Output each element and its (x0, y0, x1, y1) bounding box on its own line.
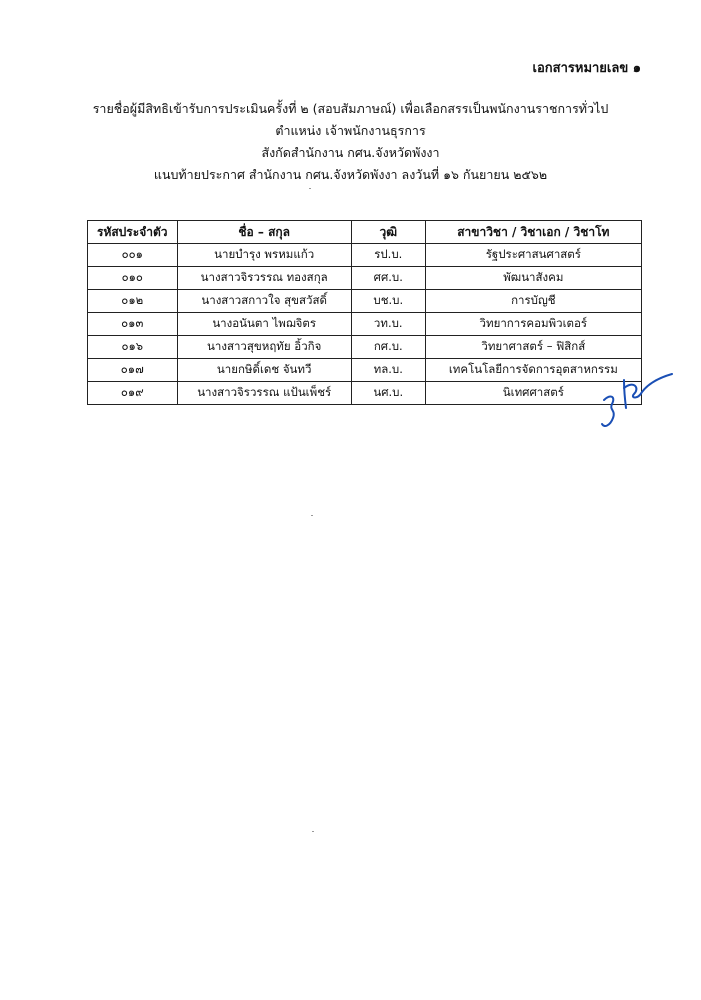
cell-name: นางสาวสุขหฤทัย อิ้วกิจ (177, 336, 351, 359)
cell-id: ๐๑๙ (88, 382, 178, 405)
applicants-table (87, 220, 642, 405)
cell-name: นางสาวจิรวรรณ แป้นเพ็ชร์ (177, 382, 351, 405)
cell-id: ๐๑๖ (88, 336, 178, 359)
cell-major: นิเทศศาสตร์ (425, 382, 641, 405)
header-degree: วุฒิ (351, 221, 425, 244)
cell-major: วิทยาการคอมพิวเตอร์ (425, 313, 641, 336)
header-id: รหัสประจำตัว (88, 221, 178, 244)
scan-speck (309, 188, 311, 189)
heading-line-3: สังกัดสำนักงาน กศน.จังหวัดพังงา (261, 145, 440, 160)
cell-id: ๐๑๗ (88, 359, 178, 382)
heading-line-2: ตำแหน่ง เจ้าพนักงานธุรการ (275, 123, 426, 138)
table-row (88, 290, 642, 313)
cell-id: ๐๑๐ (88, 267, 178, 290)
scan-speck (311, 515, 313, 516)
table-row (88, 313, 642, 336)
heading-line-1: รายชื่อผู้มีสิทธิเข้ารับการประเมินครั้งที่ ๒ (สอบสัมภาษณ์) เพื่อเลือกสรรเป็นพนักงานราชการทั่วไป (92, 101, 609, 116)
table-row (88, 336, 642, 359)
cell-name: นางอนันตา ไพฌจิตร (177, 313, 351, 336)
document-number: เอกสารหมายเลข ๑ (532, 61, 641, 76)
cell-name: นายบำรุง พรหมแก้ว (177, 244, 351, 267)
table-header-row (88, 221, 642, 244)
cell-degree: นศ.บ. (351, 382, 425, 405)
table-row (88, 382, 642, 405)
cell-degree: กศ.บ. (351, 336, 425, 359)
cell-id: ๐๑๒ (88, 290, 178, 313)
signature-stroke (602, 397, 614, 426)
cell-degree: บช.บ. (351, 290, 425, 313)
table-row (88, 359, 642, 382)
cell-major: รัฐประศาสนศาสตร์ (425, 244, 641, 267)
cell-name: นางสาวสกาวใจ สุขสวัสดิ์ (177, 290, 351, 313)
cell-degree: ทล.บ. (351, 359, 425, 382)
signature-stroke (624, 380, 626, 408)
signature-stroke (624, 374, 672, 398)
cell-id: ๐๑๓ (88, 313, 178, 336)
cell-major: เทคโนโลยีการจัดการอุตสาหกรรม (425, 359, 641, 382)
cell-major: การบัญชี (425, 290, 641, 313)
cell-name: นายกษิดิ์เดช จันทวี (177, 359, 351, 382)
header-major: สาขาวิชา / วิชาเอก / วิชาโท (425, 221, 641, 244)
cell-degree: รป.บ. (351, 244, 425, 267)
document-heading (40, 98, 661, 186)
header-name: ชื่อ – สกุล (177, 221, 351, 244)
cell-degree: วท.บ. (351, 313, 425, 336)
cell-major: พัฒนาสังคม (425, 267, 641, 290)
heading-line-4: แนบท้ายประกาศ สำนักงาน กศน.จังหวัดพังงา ลงวันที่ ๑๖ กันยายน ๒๕๖๒ (153, 167, 548, 182)
cell-degree: ศศ.บ. (351, 267, 425, 290)
table-row (88, 244, 642, 267)
cell-major: วิทยาศาสตร์ – ฟิสิกส์ (425, 336, 641, 359)
cell-name: นางสาวจิรวรรณ ทองสกุล (177, 267, 351, 290)
handwritten-signature (594, 366, 680, 434)
scan-speck (312, 831, 314, 832)
table-row (88, 267, 642, 290)
cell-id: ๐๐๑ (88, 244, 178, 267)
